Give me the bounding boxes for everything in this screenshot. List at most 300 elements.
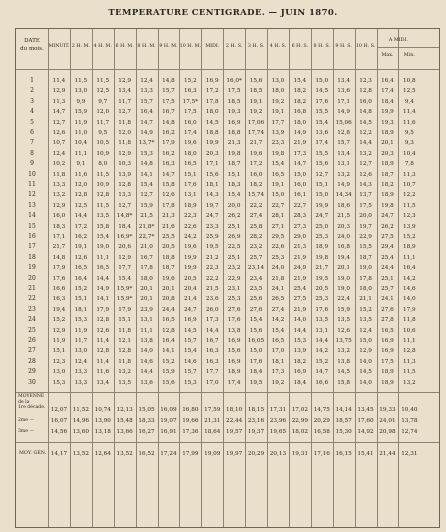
temperature-cell: 16,7	[140, 254, 153, 261]
temperature-cell: 11,5	[96, 171, 110, 178]
temperature-cell: 19,4	[337, 254, 350, 261]
temperature-cell: 13,4	[96, 379, 110, 386]
means-label-line: 1re décade.	[18, 405, 46, 410]
temperature-cell: 15,6	[162, 379, 175, 386]
temperature-cell: 11,8	[403, 317, 416, 324]
temperature-cell: 14,4	[140, 369, 153, 376]
temperature-cell: 8,0	[98, 161, 108, 168]
mean-cell: 14,14	[335, 407, 352, 413]
temperature-cell: 13,9	[293, 348, 307, 355]
temperature-cell: 13,8	[337, 358, 350, 365]
temperature-cell: 13,2	[337, 171, 350, 178]
day-number: 26	[28, 337, 36, 344]
temperature-cell: 26,2	[381, 223, 394, 230]
temperature-cell: 15,8	[162, 182, 175, 188]
temperature-cell: 17,2	[205, 88, 219, 95]
temperature-cell: 17,4	[381, 88, 394, 95]
temperature-cell: 12,7	[359, 161, 372, 168]
temperature-cell: 15,1	[227, 171, 241, 178]
temperature-cell: 9,5	[404, 130, 414, 136]
temperature-cell: 15,6	[227, 348, 241, 355]
temperature-cell: 12,8	[118, 348, 131, 355]
temperature-cell: 16,6	[52, 286, 66, 292]
temperature-cell: 14,8	[162, 119, 175, 126]
temperature-cell: 17,6	[52, 275, 66, 282]
mean-cell: 11,52	[72, 407, 89, 413]
temperature-cell: 17,5	[162, 98, 175, 105]
temperature-cell: 23,9	[140, 306, 153, 313]
temperature-cell: 12,7	[52, 119, 66, 126]
temperature-cell: 20,5	[315, 286, 329, 292]
temperature-cell: 16,5	[74, 265, 88, 272]
temperature-cell: 17,9	[96, 306, 110, 313]
mean-cell: 17,36	[182, 429, 199, 435]
temperature-cell: 16,5	[271, 171, 285, 178]
temperature-cell: 19,4	[52, 306, 66, 313]
temperature-cell: 14,0	[403, 296, 416, 303]
temperature-cell: 13,9	[271, 130, 285, 136]
temperature-cell: 9,5	[98, 130, 108, 136]
temperature-cell: 16,1	[293, 192, 307, 199]
temperature-cell: 18,1	[205, 182, 219, 188]
temperature-cell: 9,9	[76, 98, 86, 105]
temperature-cell: 15,8	[96, 223, 110, 230]
day-number: 2	[30, 87, 34, 95]
temperature-cell: 14,3	[205, 192, 219, 199]
column-header: 4 H. S.	[269, 44, 287, 49]
temperature-cell: 15,2	[162, 358, 175, 365]
temperature-cell: 15,3	[140, 150, 153, 157]
temperature-cell: 11,1	[403, 254, 416, 261]
temperature-cell: 18,9	[381, 192, 394, 199]
temperature-cell: 15,1	[315, 182, 329, 188]
temperature-cell: 17,4	[227, 379, 241, 386]
temperature-cell: 15,4	[140, 182, 153, 188]
temperature-cell: 12,8	[337, 130, 350, 136]
temperature-cell: 17,5	[227, 88, 241, 95]
temperature-cell: 20,5	[162, 244, 175, 251]
temperature-cell: 27,8	[381, 317, 394, 324]
temperature-cell: 19,1	[74, 244, 88, 251]
temperature-cell: 12,2	[359, 130, 372, 136]
temperature-cell: 21,8*	[138, 223, 155, 230]
temperature-cell: 17,8	[205, 98, 219, 105]
temperature-cell: 22,7	[271, 202, 285, 209]
temperature-cell: 18,9	[315, 244, 329, 251]
column-header: 6 H. S.	[291, 44, 309, 49]
temperature-cell: 19,2	[271, 98, 285, 105]
temperature-cell: 13,6	[315, 130, 329, 136]
temperature-cell: 16,5	[162, 317, 175, 324]
temperature-cell: 13,75	[335, 338, 352, 344]
column-header: 8 H. M.	[137, 44, 156, 49]
temperature-cell: 15,7	[184, 338, 197, 344]
temperature-cell: 17,7	[271, 119, 285, 126]
temperature-cell: 19,6	[184, 244, 197, 251]
day-number: 21	[28, 285, 36, 292]
mean-cell: 13,78	[401, 418, 418, 424]
header-divider	[16, 69, 439, 70]
temperature-cell: 13,1	[140, 317, 153, 324]
temperature-cell: 16,2	[162, 130, 175, 136]
temperature-cell: 19,3	[227, 109, 241, 116]
temperature-cell: 18,7	[227, 161, 241, 168]
page-title: TEMPERATURE CENTIGRADE. — JUIN 1870.	[108, 8, 338, 18]
mean-cell: 19,57	[225, 429, 243, 435]
temperature-cell: 14,7	[162, 171, 175, 178]
mean-cell: 17,31	[269, 407, 287, 413]
temperature-cell: 13,8	[140, 338, 153, 344]
temperature-cell: 11,5	[96, 78, 110, 84]
temperature-cell: 18,9	[381, 379, 394, 386]
temperature-cell: 24,4	[381, 265, 394, 272]
temperature-cell: 13,2	[403, 379, 416, 386]
temperature-cell: 16,9	[184, 317, 197, 324]
temperature-cell: 15,9*	[116, 296, 133, 303]
temperature-cell: 17,5	[381, 358, 394, 365]
mean-cell: 18,57	[335, 418, 352, 424]
mean-cell: 14,92	[357, 429, 374, 435]
temperature-cell: 14,6	[184, 358, 197, 365]
temperature-cell: 10,3	[118, 161, 131, 168]
temperature-cell: 22,6	[184, 223, 197, 230]
temperature-cell: 25,0	[315, 223, 329, 230]
temperature-cell: 14,2	[315, 348, 329, 355]
temperature-cell: 21,8	[271, 275, 285, 282]
temperature-cell: 15,9	[74, 109, 88, 116]
temperature-cell: 18,4	[293, 379, 307, 386]
temperature-cell: 19,0	[337, 275, 350, 282]
temperature-cell: 17,4	[315, 140, 329, 147]
mean-cell: 19,66	[182, 418, 199, 424]
temperature-cell: 24,0	[337, 234, 350, 240]
day-number: 7	[30, 139, 34, 147]
day-number: 19	[28, 264, 36, 272]
mean-cell: 18,33	[138, 418, 155, 424]
temperature-cell: 24,7	[184, 306, 197, 313]
temperature-cell: 27,4	[271, 306, 285, 313]
column-header: 2 H. M.	[71, 44, 90, 49]
temperature-cell: 19,8	[227, 150, 241, 157]
temperature-cell: 9,4	[404, 98, 414, 105]
temperature-cell: 17,9	[403, 306, 416, 313]
temperature-cell: 16,7	[162, 109, 175, 116]
mean-cell: 16,27	[138, 429, 155, 435]
temperature-cell: 27,6	[249, 306, 263, 313]
decade-label: 3me —	[18, 429, 35, 434]
mean-cell: 13,45	[357, 407, 374, 413]
temperature-cell: 19,5	[249, 379, 263, 386]
temperature-cell: 14,4	[96, 275, 110, 282]
temperature-cell: 11,3	[52, 98, 66, 105]
temperature-cell: 18,7	[359, 254, 372, 261]
temperature-cell: 23,3	[271, 140, 285, 147]
temperature-cell: 18,1	[271, 358, 285, 365]
temperature-cell: 14,9	[337, 109, 350, 116]
temperature-cell: 19,9	[315, 202, 329, 209]
temperature-cell: 13,2	[118, 369, 131, 376]
temperature-cell: 17,8	[140, 265, 153, 272]
temperature-cell: 27,5	[293, 296, 307, 303]
temperature-cell: 12,0	[74, 182, 88, 188]
mean-cell: 20,98	[379, 429, 396, 435]
temperature-cell: 11,9	[52, 338, 66, 344]
temperature-cell: 15,7	[184, 369, 197, 376]
moy-gen-cell: 17,99	[182, 451, 199, 457]
temperature-cell: 14,5	[359, 119, 372, 126]
temperature-cell: 11,4	[403, 109, 416, 116]
day-number: 23	[28, 305, 36, 313]
mean-cell: 16,91	[160, 429, 177, 435]
temperature-cell: 14,9	[96, 286, 110, 292]
temperature-cell: 13,7*	[138, 140, 155, 147]
temperature-cell: 18,9	[403, 244, 416, 251]
temperature-cell: 13,0	[74, 348, 88, 355]
temperature-cell: 28,1	[271, 213, 285, 220]
temperature-cell: 19,2	[249, 109, 263, 116]
temperature-cell: 14,6	[140, 358, 153, 365]
day-number: 17	[28, 243, 36, 251]
temperature-cell: 10,9	[96, 182, 110, 188]
temperature-cell: 11,5	[403, 369, 416, 376]
temperature-cell: 13,2	[359, 150, 372, 157]
temperature-cell: 13,5	[315, 317, 329, 324]
temperature-cell: 13,0	[74, 88, 88, 95]
column-header: 9 H. S.	[335, 44, 352, 49]
temperature-cell: 23,4	[249, 275, 263, 282]
temperature-cell: 24,7	[381, 213, 394, 220]
day-number: 13	[28, 201, 36, 209]
temperature-cell: 18,0	[205, 109, 219, 116]
moy-gen-cell: 13,52	[72, 451, 89, 457]
temperature-cell: 22,7	[293, 202, 307, 209]
temperature-cell: 20,1	[337, 265, 350, 272]
mean-cell: 10,40	[401, 407, 418, 413]
temperature-cell: 13,3	[74, 379, 88, 386]
temperature-cell: 23,3	[205, 223, 219, 230]
temperature-cell: 27,3	[293, 223, 307, 230]
temperature-cell: 17,74	[247, 130, 265, 136]
temperature-cell: 18,9	[381, 161, 394, 168]
mean-cell: 17,60	[357, 418, 374, 424]
temperature-cell: 15,5	[359, 244, 372, 251]
temperature-cell: 14,4	[293, 327, 307, 334]
moy-gen-cell: 15,41	[357, 451, 374, 457]
temperature-cell: 16,9	[227, 338, 241, 344]
temperature-cell: 19,8	[315, 254, 329, 261]
day-number: 20	[28, 274, 36, 282]
temperature-cell: 11,8	[118, 119, 131, 126]
temperature-cell: 18,8	[162, 254, 175, 261]
temperature-cell: 14,1	[96, 296, 110, 303]
temperature-cell: 15,7	[337, 140, 350, 147]
means-label	[18, 394, 45, 411]
temperature-cell: 16,4	[162, 338, 175, 344]
temperature-cell: 12,9	[118, 78, 131, 84]
temperature-cell: 15,6	[249, 78, 263, 84]
temperature-cell: 21,2	[205, 254, 219, 261]
temperature-cell: 19,9	[184, 254, 197, 261]
column-header: 8 H. S.	[313, 44, 330, 49]
temperature-cell: 19,1	[249, 98, 263, 105]
temperature-cell: 11,5	[96, 202, 110, 209]
temperature-cell: 17,2	[74, 223, 88, 230]
column-header: 2 H. S.	[225, 44, 243, 49]
temperature-cell: 13,7	[359, 192, 372, 199]
temperature-cell: 15,4	[184, 348, 197, 355]
temperature-cell: 13,2	[337, 348, 350, 355]
temperature-cell: 17,3	[205, 317, 219, 324]
temperature-cell: 18,9	[227, 369, 241, 376]
temperature-cell: 14,4	[359, 140, 372, 147]
temperature-cell: 18,5	[249, 88, 263, 95]
temperature-cell: 13,5	[118, 379, 131, 386]
temperature-cell: 18,0	[293, 119, 307, 126]
mean-cell: 19,37	[247, 429, 265, 435]
temperature-cell: 11,1	[96, 254, 110, 261]
temperature-cell: 14,0	[359, 358, 372, 365]
temperature-cell: 20,0	[227, 202, 241, 209]
temperature-cell: 16,9	[227, 119, 241, 126]
temperature-cell: 17,5*	[182, 98, 199, 105]
temperature-cell: 19,7	[205, 202, 219, 209]
mean-cell: 18,15	[247, 407, 265, 413]
temperature-cell: 13,2	[52, 192, 66, 199]
temperature-cell: 18,4	[118, 223, 131, 230]
temperature-cell: 19,1	[271, 109, 285, 116]
mean-cell: 18,10	[225, 407, 243, 413]
temperature-cell: 26,5	[271, 296, 285, 303]
temperature-cell: 12,8	[74, 192, 88, 199]
temperature-cell: 24,4	[162, 306, 175, 313]
temperature-cell: 19,6	[184, 140, 197, 147]
temperature-cell: 19,5	[315, 275, 329, 282]
temperature-cell: 17,2	[249, 161, 263, 168]
mean-cell: 13,90	[94, 418, 111, 424]
temperature-cell: 18,1	[74, 306, 88, 313]
temperature-cell: 16,5	[184, 161, 197, 168]
temperature-cell: 15,74	[247, 192, 265, 199]
temperature-cell: 15,0	[293, 171, 307, 178]
column-header: MINUIT.	[48, 44, 70, 49]
temperature-cell: 28,2	[249, 234, 263, 240]
temperature-cell: 13,3	[118, 192, 131, 199]
temperature-cell: 25,5	[162, 234, 175, 240]
temperature-cell: 25,3	[315, 296, 329, 303]
temperature-cell: 11,3	[403, 358, 416, 365]
temperature-cell: 15,6	[205, 171, 219, 178]
temperature-cell: 18,5	[227, 98, 241, 105]
column-header: MIDI.	[205, 44, 220, 49]
temperature-cell: 12,4	[140, 78, 153, 84]
temperature-cell: 21,7	[52, 244, 66, 251]
temperature-cell: 15,9	[162, 369, 175, 376]
temperature-cell: 12,8	[118, 182, 131, 188]
temperature-cell: 20,1	[381, 140, 394, 147]
temperature-cell: 10,8	[403, 78, 416, 84]
temperature-cell: 14,4	[205, 327, 219, 334]
temperature-cell: 13,4	[337, 78, 350, 84]
temperature-cell: 23,6	[205, 296, 219, 303]
temperature-cell: 21,5	[205, 286, 219, 292]
temperature-cell: 26,0	[205, 306, 219, 313]
mean-cell: 21,31	[204, 418, 221, 424]
temperature-cell: 25,4	[293, 286, 307, 292]
temperature-cell: 14,3	[359, 182, 372, 188]
column-header: 4 H. M.	[93, 44, 112, 49]
temperature-cell: 17,6	[315, 306, 329, 313]
temperature-cell: 15,2	[359, 306, 372, 313]
temperature-cell: 14,7	[140, 119, 153, 126]
temperature-cell: 12,8	[403, 348, 416, 355]
moy-gen-cell: 20,29	[247, 451, 265, 457]
temperature-cell: 26,9	[227, 234, 241, 240]
temperature-cell: 15,0	[249, 348, 263, 355]
mean-cell: 17,59	[204, 407, 221, 413]
temperature-cell: 28,3	[293, 213, 307, 220]
temperature-table	[15, 28, 440, 528]
midi-group-divider	[377, 47, 440, 48]
temperature-cell: 11,8	[118, 140, 131, 147]
temperature-cell: 17,1	[205, 161, 219, 168]
temperature-cell: 17,9	[118, 306, 131, 313]
temperature-cell: 22,3	[205, 265, 219, 272]
temperature-cell: 25,7	[381, 286, 394, 292]
temperature-cell: 17,6	[249, 358, 263, 365]
temperature-cell: 17,9	[162, 140, 175, 147]
temperature-cell: 15,1	[184, 171, 197, 178]
temperature-cell: 18,3	[52, 223, 66, 230]
temperature-cell: 11,1	[140, 327, 153, 334]
temperature-cell: 20,0	[359, 213, 372, 220]
temperature-cell: 12,7	[140, 192, 153, 199]
day-number: 28	[28, 357, 36, 365]
day-number: 10	[28, 170, 36, 178]
temperature-cell: 15,0	[271, 192, 285, 199]
temperature-cell: 13,3	[52, 182, 66, 188]
temperature-cell: 21,5	[337, 213, 350, 220]
mean-cell: 18,02	[291, 429, 308, 435]
temperature-cell: 20,5	[184, 275, 197, 282]
temperature-cell: 13,0	[52, 369, 66, 376]
mean-cell: 12,07	[50, 407, 68, 413]
temperature-cell: 27,6	[381, 306, 394, 313]
temperature-cell: 15,1	[52, 348, 66, 355]
temperature-cell: 25,4	[381, 254, 394, 261]
temperature-cell: 10,4	[403, 150, 416, 157]
temperature-cell: 12,4	[74, 358, 88, 365]
temperature-cell: 15,7	[140, 98, 153, 105]
temperature-cell: 12,6	[337, 327, 350, 334]
temperature-cell: 14,4	[74, 213, 88, 220]
temperature-cell: 24,2	[184, 234, 197, 240]
temperature-cell: 9,3	[404, 140, 414, 147]
mean-cell: 16,80	[182, 407, 199, 413]
mean-cell: 13,18	[94, 429, 111, 435]
temperature-cell: 15,4	[293, 78, 307, 84]
temperature-cell: 22,2	[249, 202, 263, 209]
temperature-cell: 12,6	[74, 254, 88, 261]
temperature-cell: 27,5	[381, 234, 394, 240]
moy-divider	[16, 442, 439, 443]
temperature-cell: 11,8	[118, 327, 131, 334]
temperature-cell: 23,2	[249, 244, 263, 251]
temperature-cell: 13,8	[227, 327, 241, 334]
temperature-cell: 10,2	[52, 161, 66, 168]
temperature-cell: 14,6	[403, 286, 416, 292]
temperature-cell: 12,2	[403, 192, 416, 199]
temperature-cell: 18,4	[381, 98, 394, 105]
